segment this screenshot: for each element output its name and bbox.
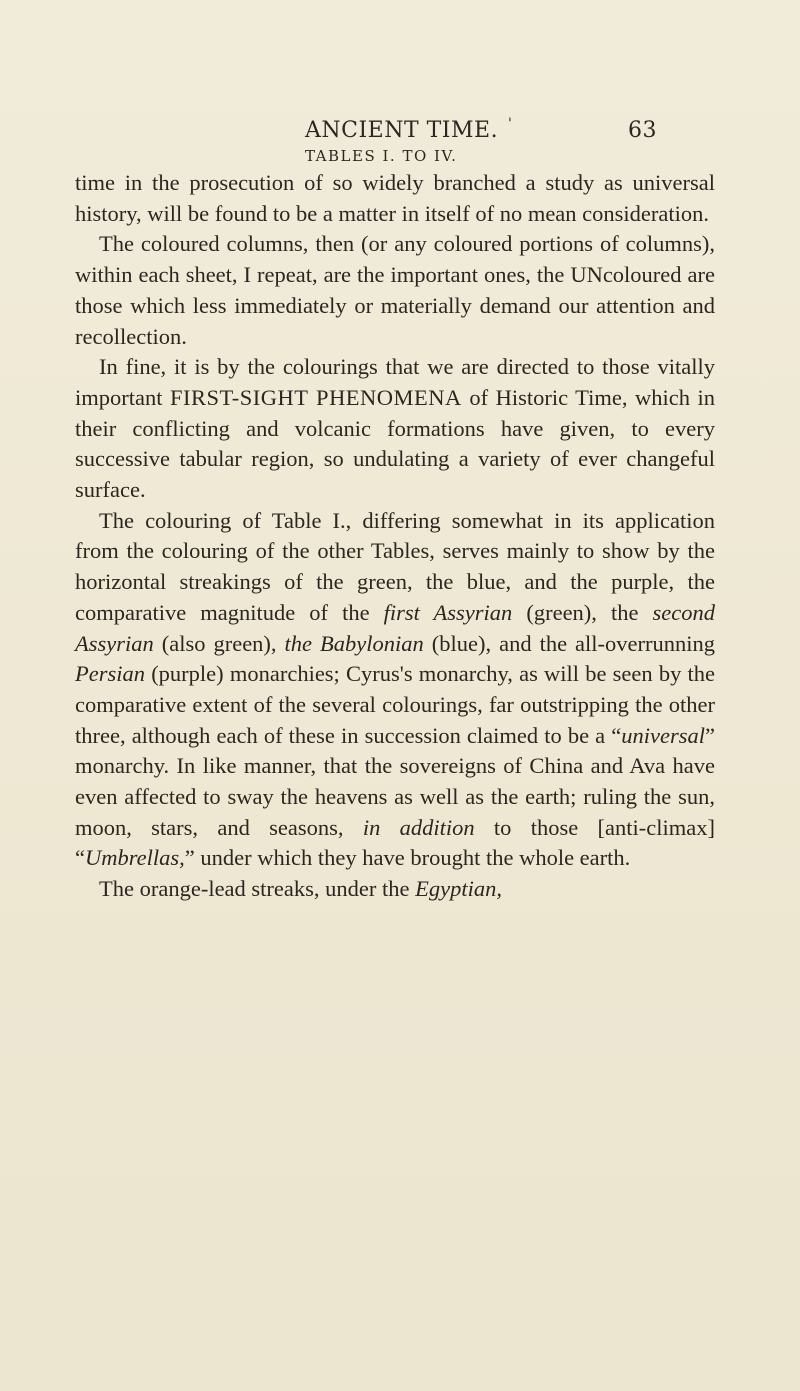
body-text [75,168,715,905]
paragraph-4-text-b: (green), the [512,599,653,625]
section-subheading: TABLES I. TO IV. [305,147,458,165]
paragraph-4-text-f: ” monarchy. In like manner, that the sovereigns of China and Ava have even affected to sway the heavens as well as the earth; ruling the sun, moon, stars, and seasons, [75,722,715,840]
paragraph-2-text: The coloured columns, then (or any coloured portions of columns), within each sheet, I repeat, are the important ones, the UNcoloured are those which less immediately or materially demand our attention and recollection. [75,231,715,349]
running-head [0,118,800,148]
paragraph-4-text-h: ” under which they have brought the whole earth. [184,845,631,871]
paragraph-5-italic-1: Egyptian, [415,876,502,902]
paragraph-4 [75,506,715,874]
running-head-title: ANCIENT TIME. [305,118,499,143]
paragraph-4-text-d: (blue), and the all-overrunning [423,630,715,656]
paragraph-1 [75,168,715,229]
paragraph-4-italic-7: Umbrellas, [85,845,185,871]
paragraph-3-small-caps: FIRST-SIGHT PHENOMENA [170,384,462,410]
page-number: 63 [628,118,657,143]
paragraph-4-italic-5: universal [621,722,705,748]
paragraph-2 [75,229,715,352]
paragraph-4-text-e: (purple) monarchies; Cyrus's monarchy, as will be seen by the comparative extent of the several colourings, far outstripping the other three, although each of these in succession claimed to be a “ [75,661,715,748]
paragraph-1-text: time in the prosecution of so widely branched a study as universal history, will be found to be a matter in itself of no mean consideration. [75,170,715,226]
paragraph-4-italic-4: Persian [75,661,145,687]
paragraph-4-text-c: (also green), [153,630,285,656]
paragraph-3 [75,352,715,506]
paragraph-4-italic-2: second Assyrian [75,599,716,656]
paragraph-5 [75,874,715,905]
paragraph-4-italic-3: the Babylonian [284,630,424,656]
paragraph-3-text-a: In fine, it is by the colourings that we are directed to those vitally important [75,354,715,410]
paragraph-3-text-b: of Historic Time, which in their conflicting and volcanic formations have given, to every successive tabular region, so undulating a variety of ever changeful surface. [75,384,715,503]
paragraph-4-text-g: to those [anti-climax] “ [75,814,715,871]
running-head-mark: ' [508,116,513,132]
paragraph-4-italic-6: in addition [362,814,475,840]
paragraph-5-text-a: The orange-lead streaks, under the [99,876,416,902]
paragraph-4-text-a: The colouring of Table I., differing somewhat in its application from the colouring of the other Tables, serves mainly to show by the horizontal streakings of the green, the blue, and the purple, the comparative magnitude of the [75,507,715,625]
paragraph-4-italic-1: first Assyrian [383,599,513,625]
